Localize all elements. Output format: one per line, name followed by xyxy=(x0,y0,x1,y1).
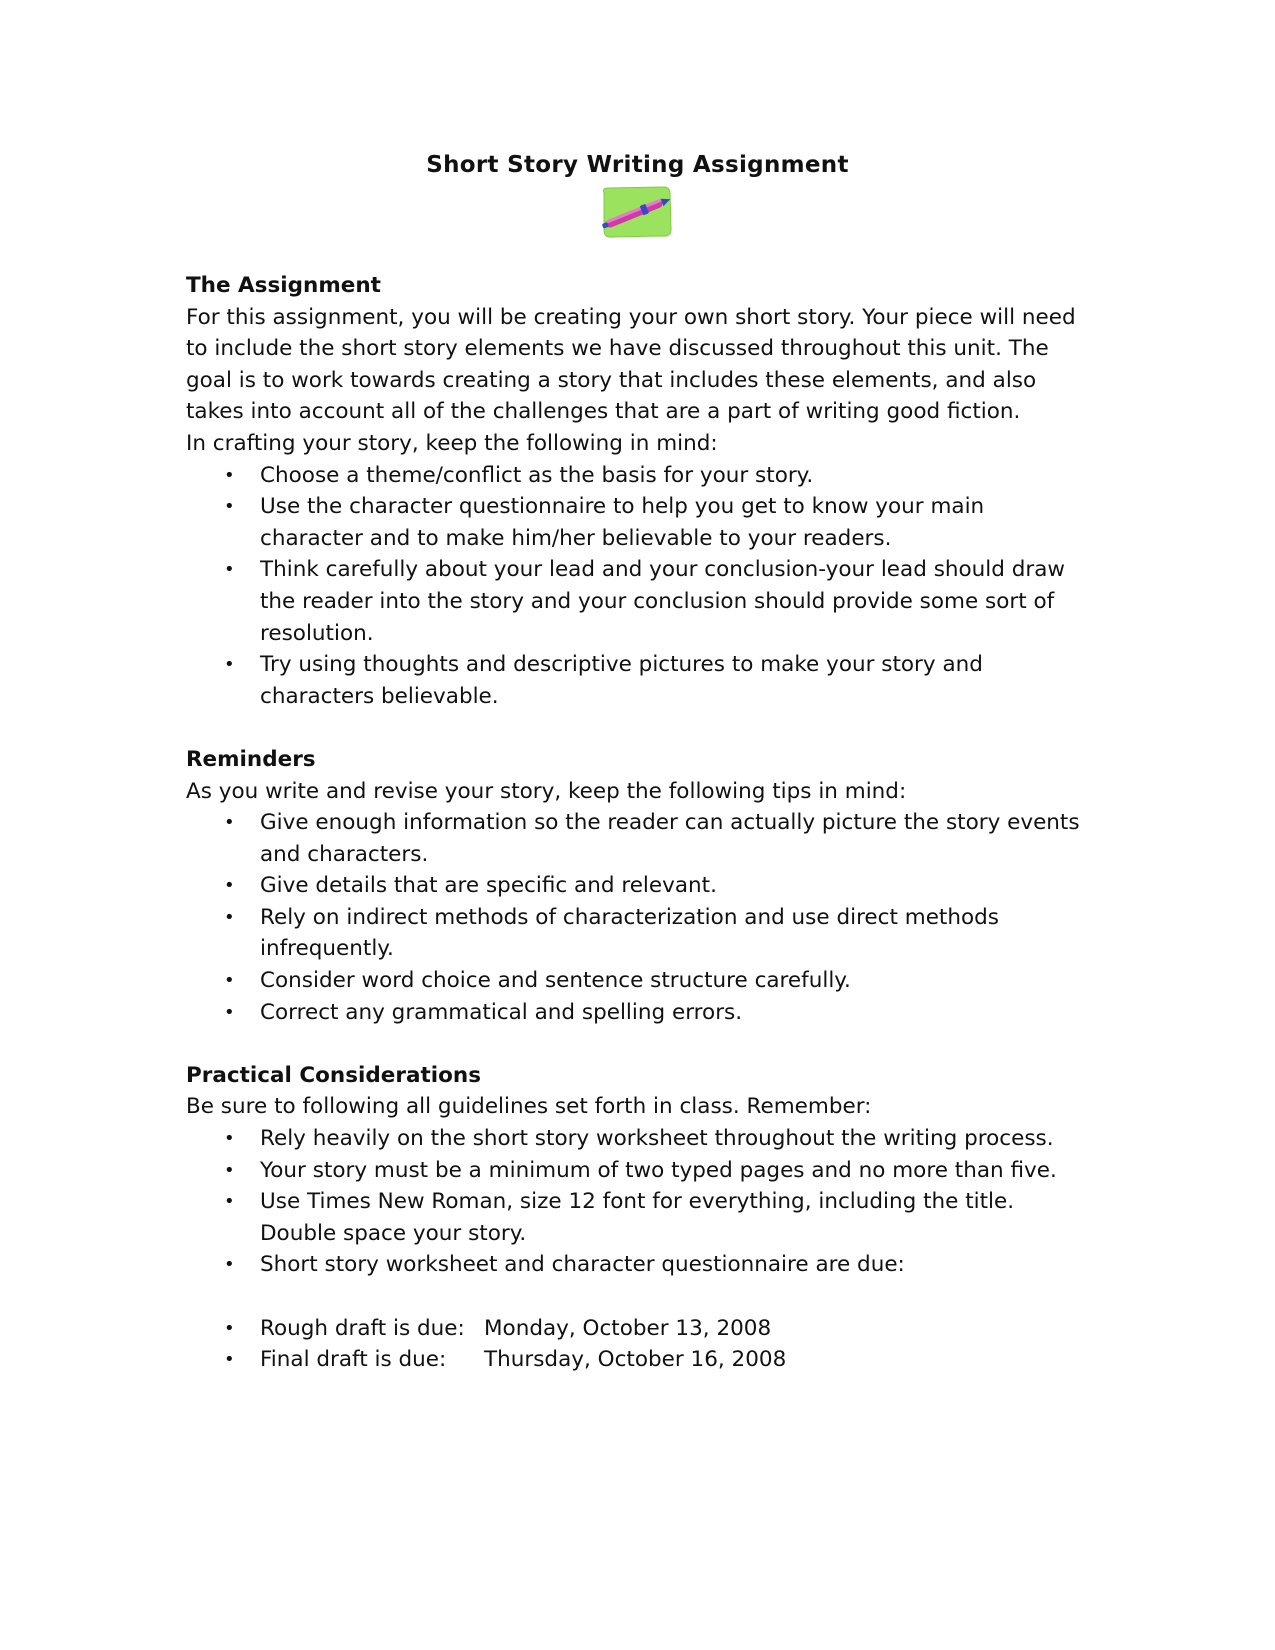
spacer xyxy=(186,712,1086,744)
bullet-glyph: • xyxy=(224,1317,235,1339)
list-item-text: Give details that are specific and relevant. xyxy=(260,873,717,899)
list-item xyxy=(186,902,1082,965)
assignment-bullet-list xyxy=(186,460,1086,713)
list-item-text: Think carefully about your lead and your conclusion-your lead should draw the reader into the story and your conclusion should provide some sort of resolution. xyxy=(260,557,1066,646)
list-item xyxy=(186,807,1082,870)
due-date-label: Final draft is due: xyxy=(260,1347,447,1373)
reminders-bullet-list xyxy=(186,807,1086,1028)
bullet-glyph: • xyxy=(224,654,235,676)
list-item xyxy=(186,997,1082,1029)
bullet-glyph: • xyxy=(224,1254,235,1276)
due-date-label: Rough draft is due: xyxy=(260,1315,465,1341)
due-date-row-rough-draft xyxy=(186,1313,1086,1345)
bullet-glyph: • xyxy=(224,1191,235,1213)
assignment-paragraph-line: takes into account all of the challenges that are a part of writing good fiction. xyxy=(186,399,1021,425)
practical-bullet-list xyxy=(186,1123,1086,1281)
assignment-heading: The Assignment xyxy=(186,273,381,298)
list-item-text: Correct any grammatical and spelling errors. xyxy=(260,999,743,1025)
list-item xyxy=(186,649,1082,712)
list-item xyxy=(186,965,1082,997)
assignment-intro: In crafting your story, keep the following in mind: xyxy=(186,430,718,456)
reminders-intro: As you write and revise your story, keep the following tips in mind: xyxy=(186,778,907,804)
document-body xyxy=(186,270,1086,1376)
assignment-paragraph-line: goal is to work towards creating a story that includes these elements, and also xyxy=(186,367,1037,393)
list-item xyxy=(186,1186,1082,1249)
list-item xyxy=(186,1155,1082,1187)
list-item-text: Short story worksheet and character questionnaire are due: xyxy=(260,1252,905,1278)
bullet-glyph: • xyxy=(224,875,235,897)
reminders-heading: Reminders xyxy=(186,746,316,772)
list-item xyxy=(186,460,1082,492)
list-item-text: Use Times New Roman, size 12 font for everything, including the title. Double space your story. xyxy=(260,1189,1015,1246)
assignment-paragraph-line: For this assignment, you will be creating your own short story. Your piece will need xyxy=(186,304,1076,330)
bullet-glyph: • xyxy=(224,559,235,581)
bullet-glyph: • xyxy=(224,1159,235,1181)
assignment-paragraph xyxy=(186,302,1086,428)
list-item-text: Use the character questionnaire to help you get to know your main character and to make him/her believable to your readers. xyxy=(260,494,985,551)
list-item xyxy=(186,491,1082,554)
list-item-text: Give enough information so the reader can actually picture the story events and characters. xyxy=(260,810,1080,867)
list-item-text: Choose a theme/conflict as the basis for your story. xyxy=(260,462,814,488)
practical-intro: Be sure to following all guidelines set forth in class. Remember: xyxy=(186,1094,872,1120)
due-date-row-final-draft xyxy=(186,1344,1086,1376)
spacer xyxy=(186,1028,1086,1060)
bullet-glyph: • xyxy=(224,464,235,486)
list-item-text: Your story must be a minimum of two typed pages and no more than five. xyxy=(260,1157,1057,1183)
spacer xyxy=(186,1281,1086,1313)
pen-on-green-note-icon xyxy=(598,185,674,241)
practical-heading: Practical Considerations xyxy=(186,1062,481,1088)
list-item-text: Consider word choice and sentence structure carefully. xyxy=(260,968,851,994)
bullet-glyph: • xyxy=(224,1001,235,1023)
list-item xyxy=(186,1249,1082,1281)
list-item xyxy=(186,870,1082,902)
list-item xyxy=(186,554,1082,649)
list-item-text: Try using thoughts and descriptive pictures to make your story and characters believable. xyxy=(260,652,983,709)
page-title: Short Story Writing Assignment xyxy=(426,152,849,178)
bullet-glyph: • xyxy=(224,1349,235,1371)
assignment-paragraph-line: to include the short story elements we have discussed throughout this unit. The xyxy=(186,336,1049,362)
list-item xyxy=(186,1123,1082,1155)
bullet-glyph: • xyxy=(224,496,235,518)
list-item-text: Rely on indirect methods of characterization and use direct methods infrequently. xyxy=(260,904,999,962)
due-date-value: Monday, October 13, 2008 xyxy=(484,1315,772,1341)
bullet-glyph: • xyxy=(224,1128,235,1150)
due-date-value: Thursday, October 16, 2008 xyxy=(484,1347,787,1373)
bullet-glyph: • xyxy=(224,812,235,834)
list-item-text: Rely heavily on the short story worksheet throughout the writing process. xyxy=(260,1126,1054,1152)
bullet-glyph: • xyxy=(224,970,235,992)
bullet-glyph: • xyxy=(224,906,235,928)
